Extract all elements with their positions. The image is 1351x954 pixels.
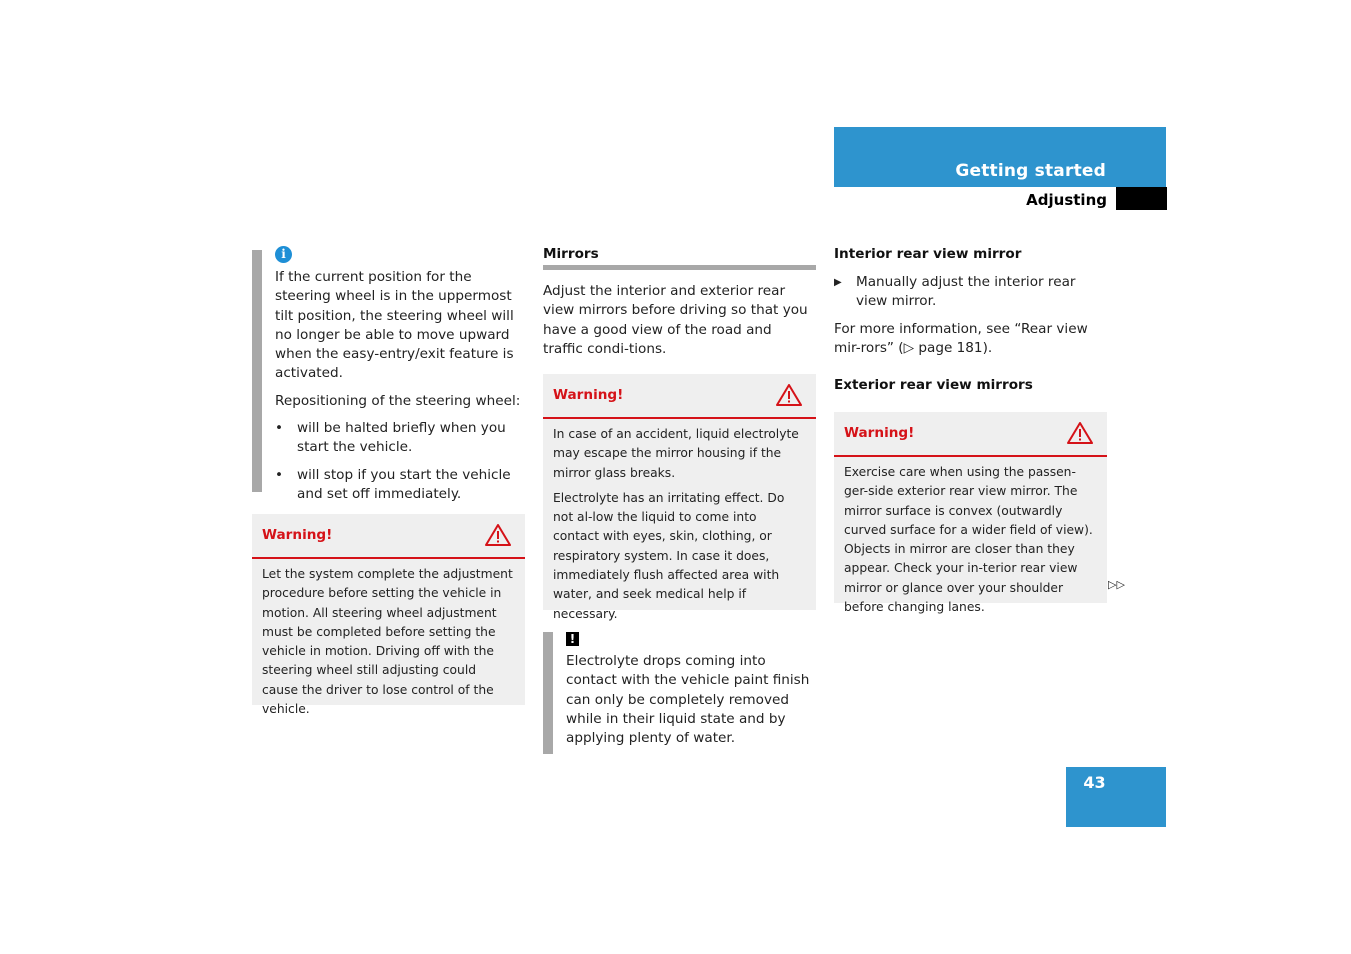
step-text: Manually adjust the interior rear view mirror. (856, 274, 1076, 310)
info-note (275, 246, 525, 512)
list-item (275, 466, 525, 505)
caution-note (566, 632, 816, 748)
warning-paragraph: Exercise care when using the passen-ger-side exterior rear view mirror. The mirror surface is convex (outwardly curved surface for a wider field of view). Objects in mirror are closer than they appear. Check your in-terior rear view mirror or glance over your shoulder before changing lanes. (844, 465, 1093, 615)
note-paragraph: If the current position for the steering wheel is in the uppermost tilt position, the steering wheel will no longer be able to move upward when the easy-entry/exit feature is activated. (275, 269, 514, 382)
continue-arrows-icon: ▷▷ (1108, 578, 1125, 591)
warning-triangle-icon (1067, 421, 1093, 445)
warning-triangle-icon (485, 523, 511, 547)
subsection-title: Adjusting (1026, 191, 1107, 209)
bullet-list (275, 419, 525, 504)
more-info (834, 320, 1109, 359)
list-item-text: will stop if you start the vehicle and set off immediately. (297, 466, 511, 502)
step-arrow-icon: ▶ (834, 277, 842, 288)
warning-paragraph: In case of an accident, liquid electrolyte may escape the mirror housing if the mirror glass breaks. (553, 427, 799, 480)
more-info-text[interactable]: For more information, see “Rear view mir-rors” (▷ page 181). (834, 321, 1088, 357)
instruction-step (834, 273, 1106, 312)
warning-text (252, 559, 525, 727)
warning-paragraph: Electrolyte has an irritating effect. Do not al-low the liquid to come into contact with eyes, skin, clothing, or respiratory system. In case it does, immediately flush affected area with water, and seek medical help if necessary. (553, 490, 785, 621)
warning-title: Warning! (262, 527, 333, 543)
caution-sidebar (543, 632, 553, 754)
warning-text (543, 419, 816, 632)
interior-mirror-heading: Interior rear view mirror (834, 246, 1022, 262)
warning-text (834, 457, 1107, 625)
bullet-icon: • (275, 420, 284, 437)
caution-icon: ! (566, 632, 579, 646)
warning-title: Warning! (553, 387, 624, 403)
note-sidebar (252, 250, 262, 492)
page-number: 43 (1083, 773, 1106, 792)
warning-box (543, 374, 816, 621)
mirrors-heading: Mirrors (543, 246, 599, 262)
note-paragraph: Repositioning of the steering wheel: (275, 392, 521, 409)
page-number-box (1066, 767, 1166, 827)
warning-triangle-icon (776, 383, 802, 407)
warning-header (834, 412, 1107, 457)
info-icon: i (275, 246, 292, 263)
intro-paragraph: Adjust the interior and exterior rear view mirrors before driving so that you have a good view of the road and traffic condi-tions. (543, 283, 808, 357)
list-item (275, 419, 525, 458)
caution-paragraph: Electrolyte drops coming into contact with the vehicle paint finish can only be completely removed while in their liquid state and by applying plenty of water. (566, 653, 810, 747)
warning-title: Warning! (844, 425, 915, 441)
header-marker (1116, 187, 1167, 210)
bullet-icon: • (275, 466, 284, 483)
mirrors-intro (543, 282, 813, 359)
warning-paragraph: Let the system complete the adjustment procedure before setting the vehicle in motion. All steering wheel adjustment must be completed before setting the vehicle in motion. Driving off with the steering wheel still adjusting could cause the driver to lose control of the vehicle. (262, 567, 513, 717)
section-title: Getting started (955, 161, 1106, 181)
section-header-bar (834, 127, 1166, 187)
warning-box (834, 412, 1107, 615)
warning-box (252, 514, 525, 717)
warning-header (252, 514, 525, 559)
warning-header (543, 374, 816, 419)
heading-rule (543, 265, 816, 270)
list-item-text: will be halted briefly when you start the vehicle. (297, 420, 506, 456)
exterior-mirrors-heading: Exterior rear view mirrors (834, 377, 1033, 393)
